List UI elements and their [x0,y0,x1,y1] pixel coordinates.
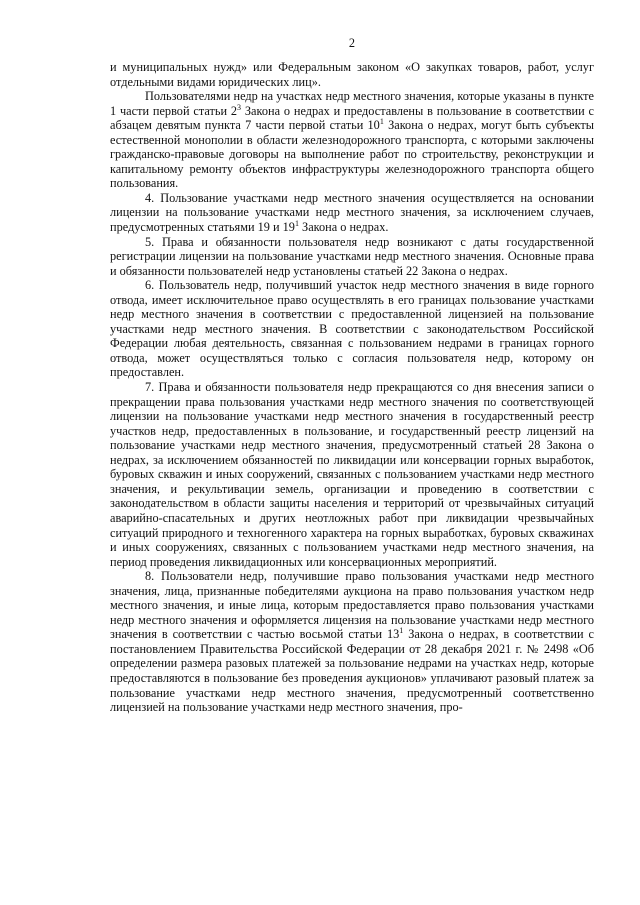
document-page [110,0,594,905]
paragraph [110,191,594,235]
superscript: 3 [237,102,242,112]
text-run: 4. Пользование участками недр местного значения осуществляется на основании лицензии на пользование участками недр местного значения, за исключением случаев, предусмотренных статьями 19 и 19 [110,190,594,235]
paragraph [110,380,594,569]
text-run: Закона о недрах, могут быть субъекты естественной монополии в области железнодорожного транспорта, с которыми заключены гражданско-правовые договоры на выполнение работ по строительству, реконструкции и капитальному ремонту объектов инфраструктуры железнодорожного транспорта общего пользования. [110,118,594,191]
text-run: 8. Пользователи недр, получившие право пользования участками недр местного значения, лица, признанные победителями аукциона на право пользования участком недр местного значения, и иные лица, которым предоставляется право пользования участками недр местного значения и оформляется лицензия на пользование участками недр местного значения в соответствии с частью восьмой статьи 13 [110,569,594,642]
text-run: и муниципальных нужд» или Федеральным законом «О закупках товаров, работ, услуг отдельными видами юридических лиц». [110,60,594,89]
superscript: 1 [379,117,384,127]
superscript: 1 [294,219,299,229]
text-run: Закона о недрах и предоставлены в пользование в соответствии с абзацем девятым пункта 7 части первой статьи 10 [110,103,594,133]
paragraph [110,235,594,279]
text-run: Пользователями недр на участках недр местного значения, которые указаны в пункте 1 части первой статьи 2 [110,89,594,118]
paragraph [110,569,594,714]
text-run: Закона о недрах, в соответствии с постановлением Правительства Российской Федерации от 28 декабря 2021 г. № 2498 «Об определении размера разовых платежей за пользование недрами на участках недр, которые предоставляются в пользование без проведения аукционов» уплачивают разовый платеж за пользование участками недр местного значения, предусмотренный соответственно лицензией на пользование участками недр местного значения, про- [110,627,594,715]
text-run: Закона о недрах. [298,220,389,235]
document-body [110,60,594,715]
text-run: 5. Права и обязанности пользователя недр возникают с даты государственной регистрации лицензии на пользование участками недр местного значения. Основные права и обязанности пользователей недр установлены статьей 22 Закона о недрах. [110,234,594,278]
text-run: 6. Пользователь недр, получивший участок недр местного значения в виде горного отвода, имеет исключительное право осуществлять в его границах пользование участками недр местного значения в соответствии с предоставленной лицензией на пользование участками недр местного значения. В соответствии с законодательством Российской Федерации любая деятельность, связанная с пользованием недрами в границах горного отвода, может осуществляться только с согласия пользователя недр, которому он предоставлен. [110,278,594,380]
superscript: 1 [399,626,404,636]
paragraph [110,278,594,380]
page-number: 2 [348,36,356,50]
text-run: 7. Права и обязанности пользователя недр прекращаются со дня внесения записи о прекращении права пользования участками недр местного значения по соответствующей лицензии на пользование участками недр местного значения в государственный реестр участков недр, предоставленных в пользование, и государственный реестр лицензий на пользование участками недр местного значения, предусмотренный статьей 28 Закона о недрах, за исключением обязанностей по ликвидации или консервации горных выработок, буровых скважин и иных сооружений, связанных с пользованием участками недр местного значения, и рекультивации земель, организации и проведению в соответствии с законодательством в области защиты населения и территорий от чрезвычайных ситуаций аварийно-спасательных и других неотложных работ при ликвидации чрезвычайных ситуаций природного и техногенного характера на горных выработках, буровых скважинах и иных сооружениях, связанных с пользованием участками недр местного значения, на период проведения ликвидационных или консервационных мероприятий. [110,380,594,569]
paragraph [110,60,594,89]
paragraph [110,89,594,191]
